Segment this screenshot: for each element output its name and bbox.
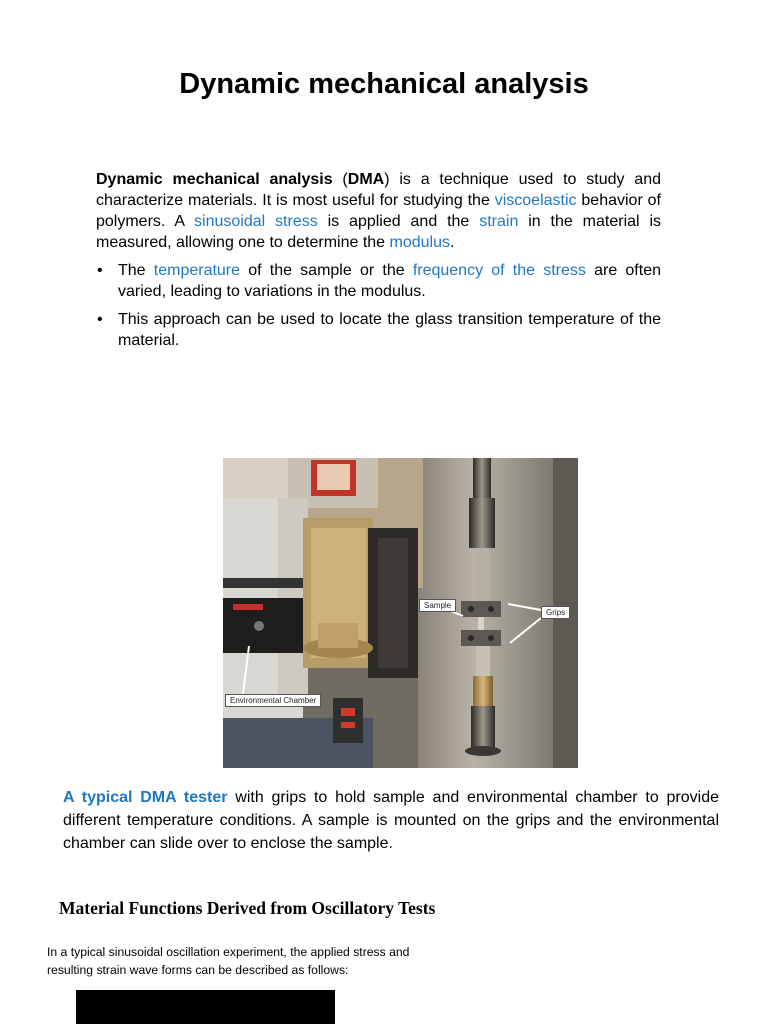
- callout-environmental-chamber: Environmental Chamber: [225, 694, 321, 707]
- intro-text-4: is applied and the: [317, 213, 480, 230]
- link-viscoelastic[interactable]: viscoelastic: [494, 192, 577, 209]
- callout-grips: Grips: [541, 606, 570, 619]
- caption-text: with grips to hold sample and environmental chamber to provide different temperature conditions. A sample is mounted on the grips and the environmental chamber can slide over to enclose the sample.: [63, 789, 720, 852]
- equation-image-placeholder: [76, 990, 335, 1024]
- page-title: Dynamic mechanical analysis: [179, 68, 589, 100]
- intro-text-6: .: [450, 234, 455, 251]
- intro-text-5: in the material is measured, allowing one to determine the: [96, 213, 662, 251]
- bullet-text: This approach can be used to locate the glass transition temperature of the material.: [118, 311, 661, 349]
- link-sinusoidal-stress[interactable]: sinusoidal stress: [194, 213, 318, 230]
- intro-abbr: DMA: [347, 171, 385, 188]
- intro-paragraph: [96, 169, 661, 253]
- bullet-text: of the sample or the: [240, 262, 413, 279]
- intro-text-2: ) is a technique used to study and characterize materials. It is most useful for studying the: [96, 171, 661, 209]
- bullet-text: The: [118, 262, 154, 279]
- figure-caption: [63, 786, 719, 855]
- callout-sample: Sample: [419, 599, 456, 612]
- dma-tester-illustration: [223, 458, 578, 768]
- intro-term: Dynamic mechanical analysis: [96, 171, 333, 188]
- section-paragraph: In a typical sinusoidal oscillation experiment, the applied stress and resulting strain wave forms can be described as follows:: [47, 945, 410, 977]
- bullet-item: [96, 309, 661, 351]
- dma-tester-photo: [223, 458, 578, 768]
- link-strain[interactable]: strain: [479, 213, 519, 230]
- link-typical-dma-tester[interactable]: A typical DMA tester: [63, 789, 228, 806]
- intro-text-1: (: [332, 171, 348, 188]
- link-temperature[interactable]: temperature: [153, 262, 241, 279]
- bullet-item: [96, 260, 661, 302]
- link-frequency-of-stress[interactable]: frequency of the stress: [412, 262, 586, 279]
- link-modulus[interactable]: modulus: [389, 234, 450, 251]
- intro-text-3: behavior of polymers. A: [96, 192, 662, 230]
- bullet-list: [96, 260, 661, 358]
- section-title: Material Functions Derived from Oscillatory Tests: [59, 898, 436, 918]
- bullet-text: are often varied, leading to variations in the modulus.: [118, 262, 661, 300]
